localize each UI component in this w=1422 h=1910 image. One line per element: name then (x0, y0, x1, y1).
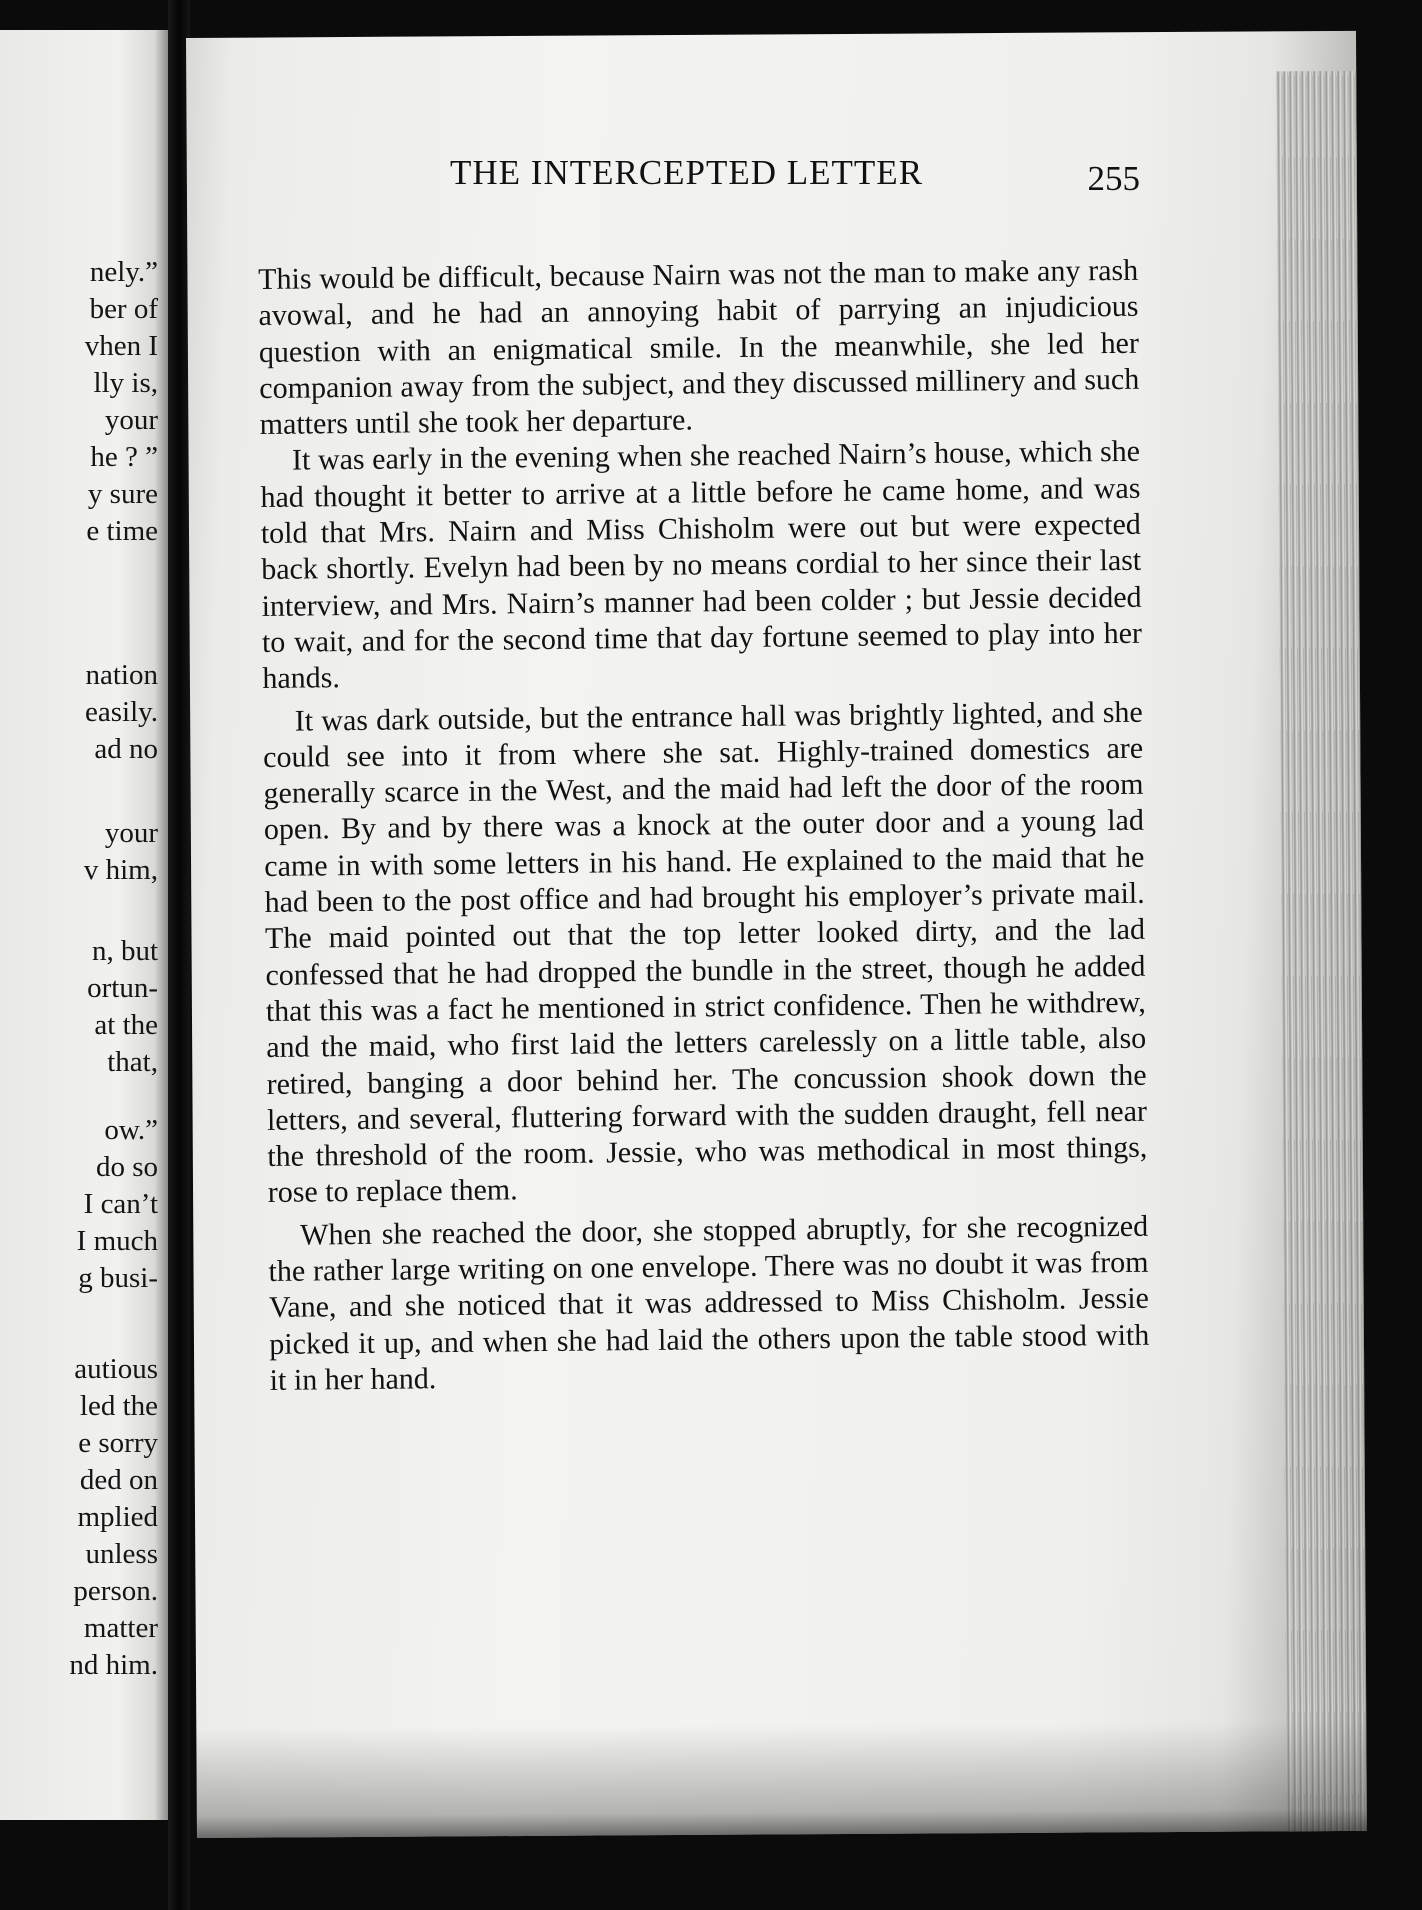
left-line: that, (107, 1046, 158, 1078)
left-line: led the (79, 1390, 158, 1422)
left-line: ad no (94, 733, 158, 765)
left-line: I much (76, 1225, 158, 1257)
left-line: e time (86, 515, 158, 547)
left-line: ortun- (87, 972, 158, 1004)
paragraph: This would be difficult, because Nairn was not the man to make any rash avowal, and he had an annoying habit of parrying an injudicious question with an enigmatical smile. In the meanwhile, she led her companion away from the subject, and they discussed millinery and such matters until she took her departure. (258, 253, 1140, 442)
left-line: ow.” (104, 1114, 158, 1146)
left-line: vhen I (84, 330, 158, 362)
paragraph: It was early in the evening when she reached Nairn’s house, which she had thought it better to arrive at a little before he came home, and was told that Mrs. Nairn and Miss Chisholm were out but were expected back shortly. Evelyn had been by no means cordial to her since their last interview, and Mrs. Nairn’s manner had been colder ; but Jessie decided to wait, and for the second time that day fortune seemed to play into her hands. (260, 435, 1143, 696)
body-text (258, 253, 1150, 1399)
previous-page-fragment (0, 30, 168, 1820)
left-line: mplied (77, 1501, 158, 1533)
left-line: lly is, (93, 367, 158, 399)
left-line: y sure (87, 478, 158, 510)
left-line: at the (94, 1009, 158, 1041)
paragraph: When she reached the door, she stopped abruptly, for she recognized the rather large writing on one envelope. There was no doubt it was from Vane, and she noticed that it was addressed to Miss Chisholm. Jessie picked it up, and when she had laid the others upon the table stood with it in her hand. (268, 1209, 1150, 1397)
page-edges (1276, 71, 1367, 1831)
left-line: your (104, 404, 158, 436)
left-line: easily. (84, 696, 158, 728)
left-line: matter (83, 1612, 158, 1644)
left-line: nely.” (89, 256, 158, 288)
left-line: g busi- (78, 1262, 158, 1294)
running-title: THE INTERCEPTED LETTER (450, 153, 924, 192)
left-line: person. (73, 1575, 158, 1607)
left-line: your (104, 817, 158, 849)
left-line: nd him. (69, 1649, 158, 1681)
page-shadow (196, 1721, 1367, 1838)
left-line: ded on (79, 1464, 158, 1496)
left-line: e sorry (78, 1427, 158, 1459)
left-line: he ? ” (90, 441, 158, 473)
page-number: 255 (1087, 159, 1140, 198)
left-line: unless (85, 1538, 158, 1570)
left-line: autious (74, 1353, 158, 1385)
left-line: I can’t (83, 1188, 158, 1220)
left-line: n, but (91, 935, 158, 967)
left-line: nation (85, 659, 158, 691)
left-line: v him, (83, 854, 158, 886)
left-line: do so (95, 1151, 158, 1183)
paragraph: It was dark outside, but the entrance hall was brightly lighted, and she could see into it from where she sat. Highly-trained domestics are generally scarce in the West, and the maid had left the door of the room open. By and by there was a knock at the outer door and a young lad came in with some letters in his hand. He explained to the maid that he had been to the post office and had brought his employer’s private mail. The maid pointed out that the top letter looked dirty, and the lad confessed that he had dropped the bundle in the street, though he added that this was a fact he mentioned in strict confidence. Then he withdrew, and the maid, who first laid the letters carelessly on a little table, also retired, banging a door behind her. The concussion shook down the letters, and several, fluttering forward with the sudden draught, fell near the threshold of the room. Jessie, who was methodical in most things, rose to replace them. (263, 695, 1148, 1210)
left-line: ber of (89, 293, 158, 325)
